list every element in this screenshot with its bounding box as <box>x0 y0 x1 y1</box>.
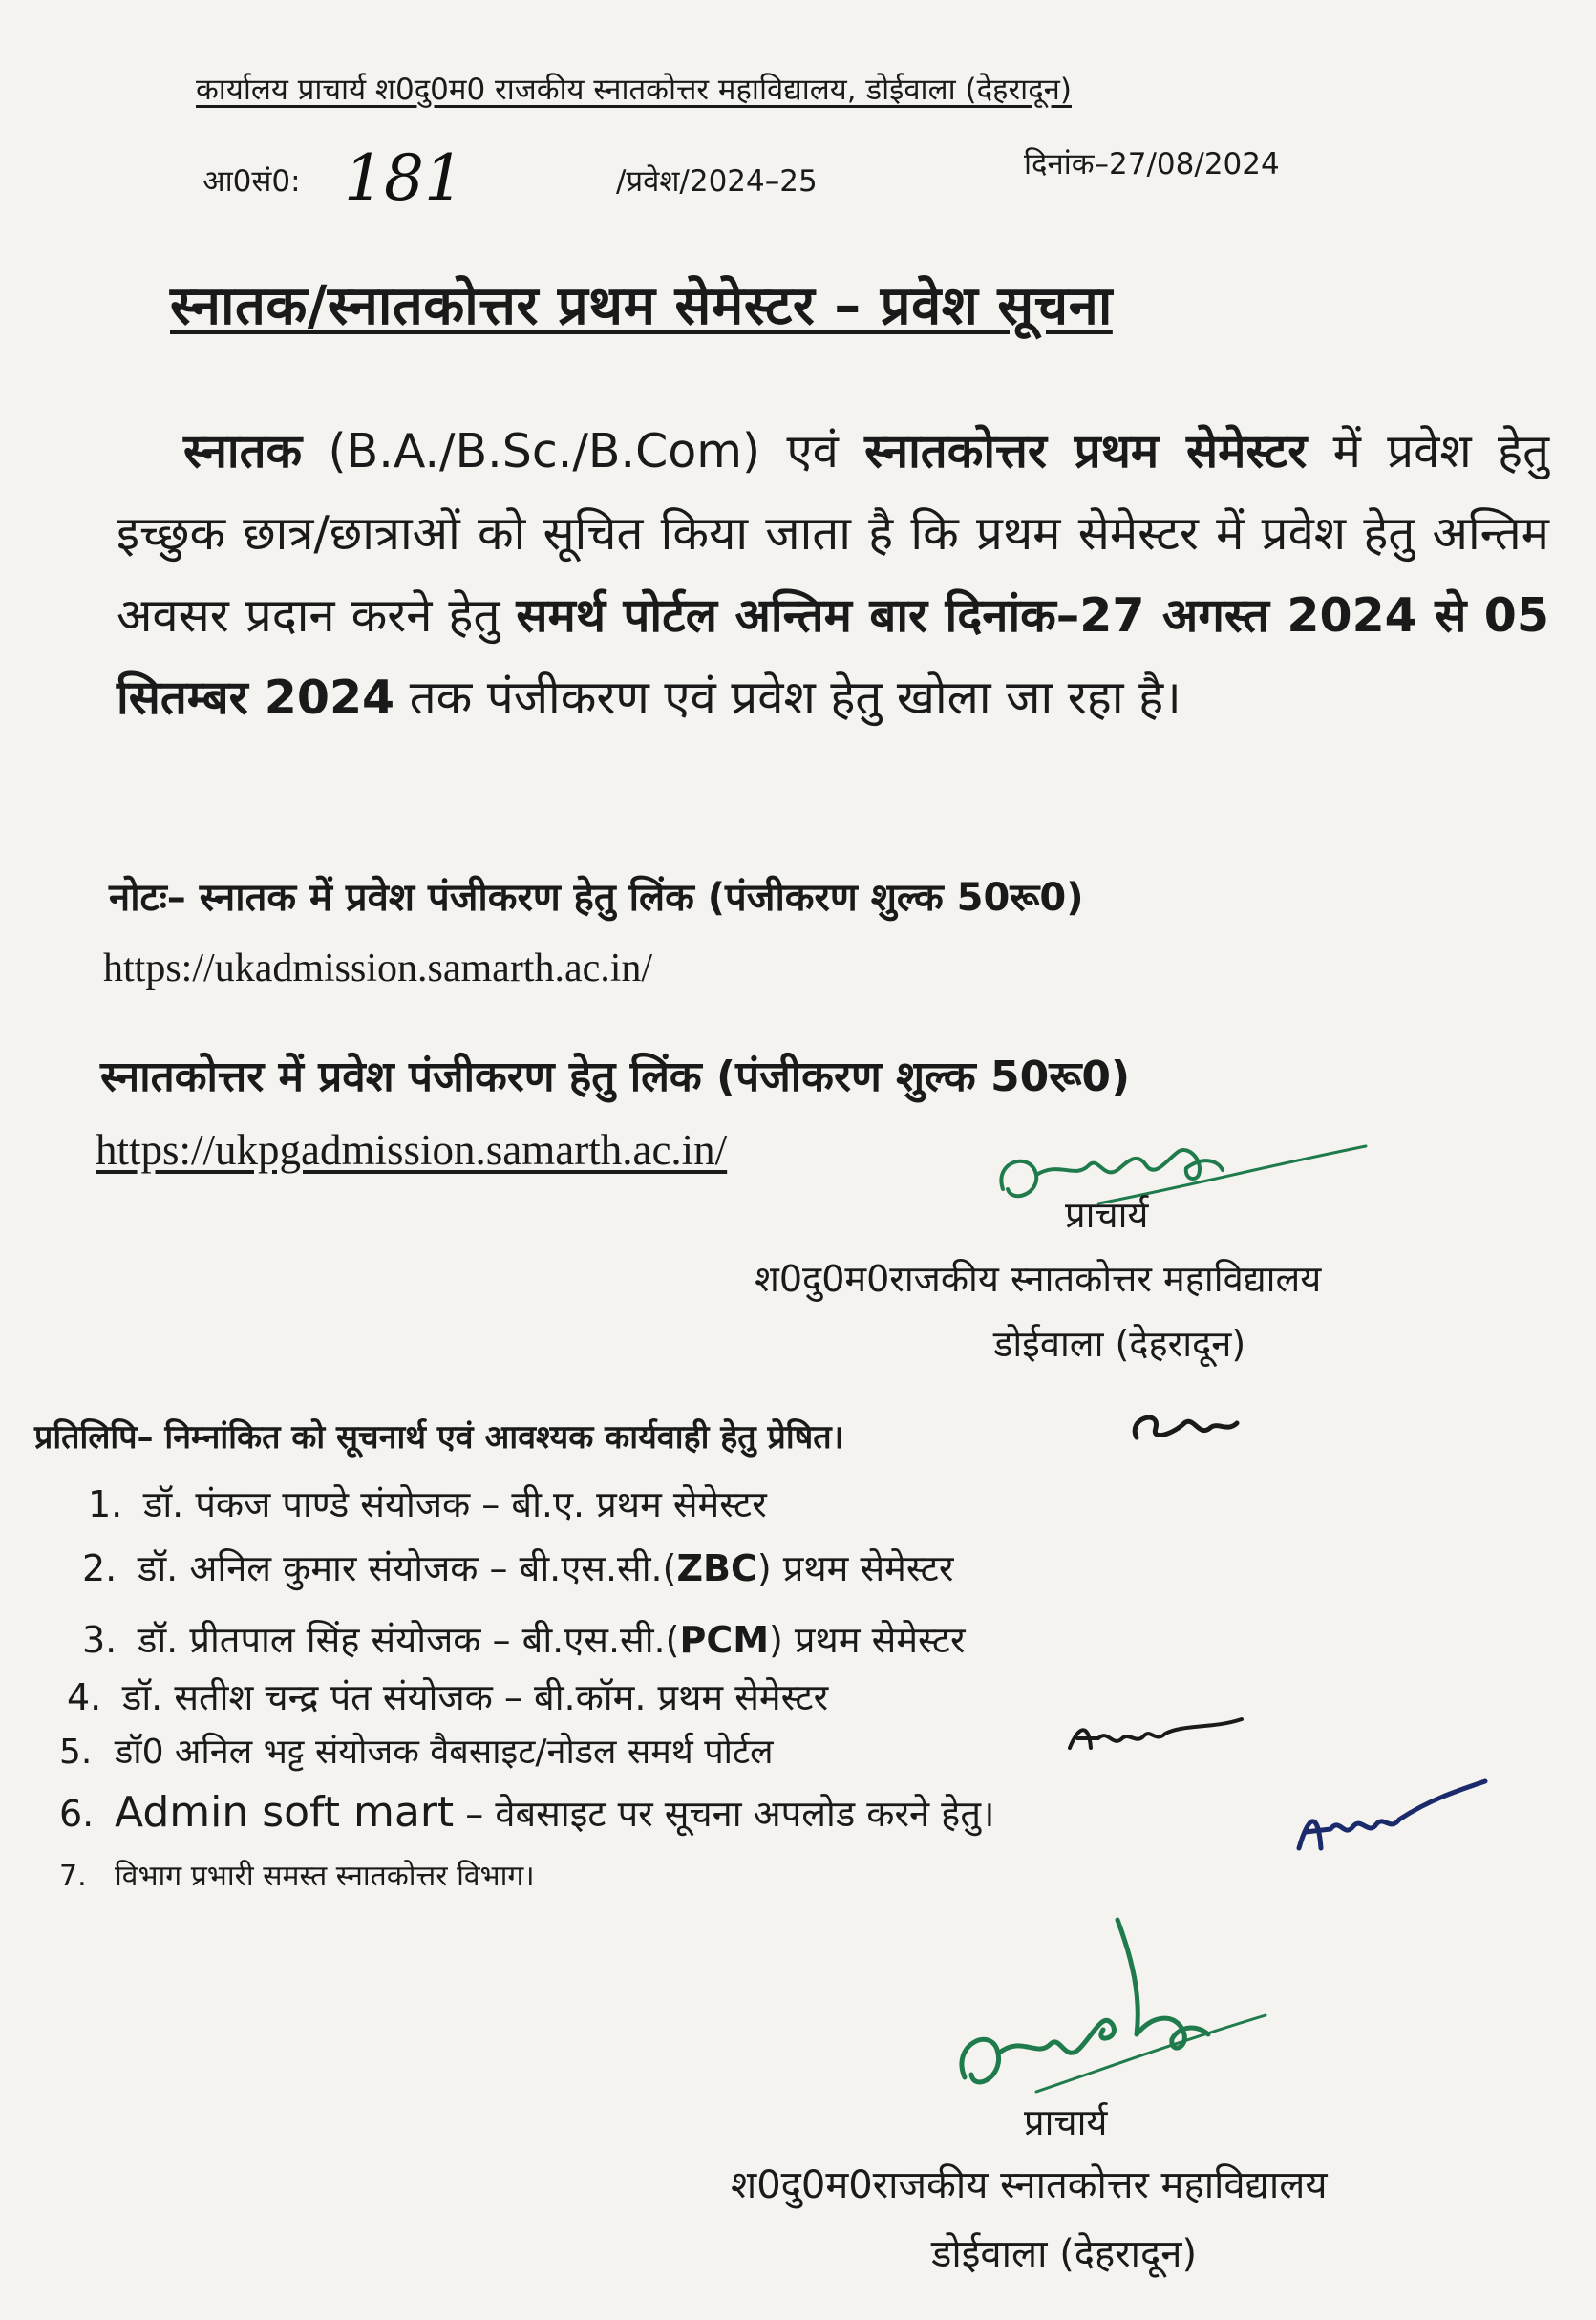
office-header: कार्यालय प्राचार्य श0दु0म0 राजकीय स्नातकोत्तर महाविद्यालय, डोईवाला (देहरादून) <box>196 73 1072 107</box>
copy-item-4: 4. डॉ. सतीश चन्द्र पंत संयोजक – बी.कॉम. प्रथम सेमेस्टर <box>67 1676 829 1718</box>
body-and: एवं <box>786 424 839 479</box>
body-ug: स्नातक <box>183 424 303 479</box>
designation-2: प्राचार्य <box>1024 2101 1108 2143</box>
ug-admission-link[interactable]: https://ukadmission.samarth.ac.in/ <box>103 947 653 990</box>
ref-label: आ0सं0: <box>202 164 301 199</box>
copy-item-5: 5. डॉ0 अनिल भट्ट संयोजक वैबसाइट/नोडल समर्थ पोर्टल <box>59 1733 774 1772</box>
place-1: डोईवाला (देहरादून) <box>993 1323 1246 1365</box>
notice-body <box>117 411 1549 739</box>
body-courses: (B.A./B.Sc./B.Com) <box>328 424 761 479</box>
copy-item-2: 2. डॉ. अनिल कुमार संयोजक – बी.एस.सी.(ZBC) प्रथम सेमेस्टर <box>82 1547 954 1589</box>
pg-admission-link[interactable]: https://ukpgadmission.samarth.ac.in/ <box>96 1126 728 1174</box>
copy-item-3: 3. डॉ. प्रीतपाल सिंह संयोजक – बी.एस.सी.(PCM) प्रथम सेमेस्टर <box>82 1619 966 1661</box>
copy-item-7: 7. विभाग प्रभारी समस्त स्नातकोत्तर विभाग। <box>59 1860 535 1893</box>
ref-suffix: /प्रवेश/2024–25 <box>616 164 818 199</box>
initials-signature <box>1122 1394 1246 1461</box>
designation-1: प्राचार्य <box>1065 1194 1149 1236</box>
copy-item-1: 1. डॉ. पंकज पाण्डे संयोजक – बी.ए. प्रथम सेमेस्टर <box>88 1483 767 1525</box>
principal-signature-1 <box>984 1122 1385 1227</box>
college-2: श0दु0म0राजकीय स्नातकोत्तर महाविद्यालय <box>731 2163 1328 2207</box>
ug-note: नोटः– स्नातक में प्रवेश पंजीकरण हेतु लिंक (पंजीकरण शुल्क 50रू0) <box>109 876 1084 920</box>
body-pg: स्नातकोत्तर प्रथम सेमेस्टर <box>864 424 1308 479</box>
ref-number-handwritten: 181 <box>344 141 464 215</box>
admin-signature <box>1285 1757 1495 1862</box>
place-2: डोईवाला (देहरादून) <box>931 2232 1198 2276</box>
notice-title: स्नातक/स्नातकोत्तर प्रथम सेमेस्टर – प्रवेश सूचना <box>170 275 1113 337</box>
body-portal-dates: समर्थ पोर्टल अन्तिम बार दिनांक–27 अगस्त 2024 से 05 सितम्बर 2024 <box>117 588 1549 725</box>
college-1: श0दु0म0राजकीय स्नातकोत्तर महाविद्यालय <box>755 1258 1322 1300</box>
copy-to-heading: प्रतिलिपि– निम्नांकित को सूचनार्थ एवं आवश्यक कार्यवाही हेतु प्रेषित। <box>34 1418 844 1457</box>
nodal-signature <box>1060 1705 1251 1762</box>
body-text: में प्रवेश हेतु इच्छुक छात्र/छात्राओं को सूचित किया जाता है कि प्रथम सेमेस्टर में प्रवेश हेतु अन्तिम अवसर प्रदान करने हेतु <box>117 424 1549 643</box>
pg-note: स्नातकोत्तर में प्रवेश पंजीकरण हेतु लिंक (पंजीकरण शुल्क 50रू0) <box>100 1053 1131 1101</box>
body-closing: तक पंजीकरण एवं प्रवेश हेतु खोला जा रहा है। <box>409 670 1181 725</box>
copy-item-6: 6. Admin soft mart – वेबसाइट पर सूचना अपलोड करने हेतु। <box>59 1788 995 1837</box>
principal-signature-2 <box>950 1901 1294 2120</box>
letter-date: दिनांक–27/08/2024 <box>1024 147 1280 181</box>
